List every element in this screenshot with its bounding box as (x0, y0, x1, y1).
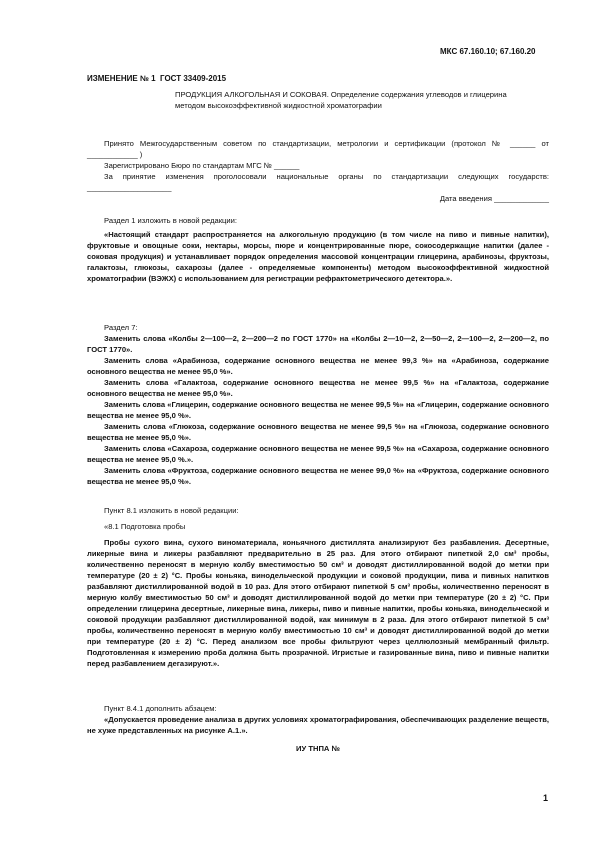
section-1-header: Раздел 1 изложить в новой редакции: (104, 216, 237, 225)
document-title: ПРОДУКЦИЯ АЛКОГОЛЬНАЯ И СОКОВАЯ. Определение содержания углеводов и глицерина методом высокоэффективной жидкостной хроматографии (175, 90, 507, 110)
adoption-line-1: Принято Межгосударственным советом по стандартизации, метрологии и сертификации (протокол № ______ от ____________ ) (87, 139, 549, 159)
clause-8-1-subheader: «8.1 Подготовка пробы (104, 522, 186, 531)
clause-8-4-1 (87, 703, 549, 736)
section-7-item: Заменить слова «Глицерин, содержание основного вещества не менее 99,5 %» на «Глицерин, содержание основного вещества не менее 95,0 %». (87, 400, 549, 420)
adoption-line-3: За принятие изменения проголосовали национальные органы по стандартизации следующих государств: ____________________ (87, 172, 549, 192)
adoption-block (87, 138, 549, 204)
mks-code: МКС 67.160.10; 67.160.20 (440, 47, 536, 56)
amendment-standard: ГОСТ 33409-2015 (160, 74, 227, 83)
section-7 (87, 322, 549, 487)
adoption-line-2: Зарегистрировано Бюро по стандартам МГС № ______ (104, 161, 300, 170)
effective-date: Дата введения _____________ (439, 194, 549, 203)
footer-note: ИУ ТНПА № (296, 744, 340, 753)
clause-8-1 (87, 505, 549, 669)
clause-8-1-header: Пункт 8.1 изложить в новой редакции: (104, 506, 239, 515)
section-7-item: Заменить слова «Колбы 2—100—2, 2—200—2 по ГОСТ 1770» на «Колбы 2—10—2, 2—50—2, 2—100—2, 2—200—2, по ГОСТ 1770». (87, 334, 549, 354)
amendment-prefix: ИЗМЕНЕНИЕ № 1 (87, 74, 156, 83)
clause-8-4-1-header: Пункт 8.4.1 дополнить абзацем: (104, 704, 217, 713)
section-7-item: Заменить слова «Фруктоза, содержание основного вещества не менее 99,0 %» на «Фруктоза, содержание основного вещества не менее 95,0 %». (87, 466, 549, 486)
section-7-header: Раздел 7: (104, 323, 138, 332)
section-1 (87, 215, 549, 284)
section-7-item: Заменить слова «Сахароза, содержание основного вещества не менее 99,5 %» на «Сахароза, содержание основного вещества не менее 95,0 %.». (87, 444, 549, 464)
clause-8-4-1-text: «Допускается проведение анализа в других условиях хроматографирования, обеспечивающих разделение веществ, не хуже представленных на рисунке А.1.». (87, 715, 549, 735)
section-7-item: Заменить слова «Глюкоза, содержание основного вещества не менее 99,5 %» на «Глюкоза, содержание основного вещества не менее 95,0 %». (87, 422, 549, 442)
section-7-item: Заменить слова «Галактоза, содержание основного вещества не менее 99,5 %» на «Галактоза, содержание основного вещества не менее 95,0 %». (87, 378, 549, 398)
page-number: 1 (543, 793, 549, 803)
section-1-text: «Настоящий стандарт распространяется на алкогольную продукцию (в том числе на пиво и пивные напитки), фруктовые и овощные соки, нектары, морсы, пюре и концентрированные пюре, сокосодержащие напитки (далее - соковая продукция) и устанавливает порядок определения массовой концентрации глицерина, арабинозы, фруктозы, галактозы, глюкозы, сахарозы (далее - определяемые компоненты) методом высокоэффективной жидкостной хроматографии (ВЭЖХ) с использованием для регистрации рефрактометрического детектора.». (87, 230, 549, 283)
clause-8-1-text: Пробы сухого вина, сухого виноматериала, коньячного дистиллята анализируют без разбавления. Десертные, ликерные вина и ликеры разбавляют предварительно в 25 раз. Для этого отбирают пипеткой 2,0 см³ пробы, количественно переносят в мерную колбу вместимостью 50 см³ и доводят дистиллированной водой до метки при температуре (20 ± 2) °С. Пробы коньяка, винодельческой продукции и соковой продукции, пива и пивных напитков разбавляют дистиллированной водой в 10 раз. Для этого отбирают пипеткой 5 см³ пробы, количественно переносят в мерную колбу вместимостью 50 см³ и доводят дистиллированной водой до метки при температуре (20 ± 2) °С. При определении глицерина десертные, ликерные вина, ликеры, пиво и пивные напитки, пробы коньяка, винодельческой и соковой продукции разбавляют дистиллированной водой, как минимум в 2 раза. Для этого отбирают пипеткой 5 см³ пробы, количественно переносят в мерную колбу вместимостью 10 см³ и доводят дистиллированной водой до метки при температуре (20 ± 2) °С. Перед анализом все пробы фильтруют через целлюлозный мембранный фильтр. Подготовленная к измерению проба должна быть прозрачной. Игристые и газированные вина, пиво и пивные напитки перед разбавлением дегазируют.». (87, 538, 549, 668)
section-7-item: Заменить слова «Арабиноза, содержание основного вещества не менее 99,3 %» на «Арабиноза, содержание основного вещества не менее 95,0 %». (87, 356, 549, 376)
amendment-header (87, 74, 226, 83)
